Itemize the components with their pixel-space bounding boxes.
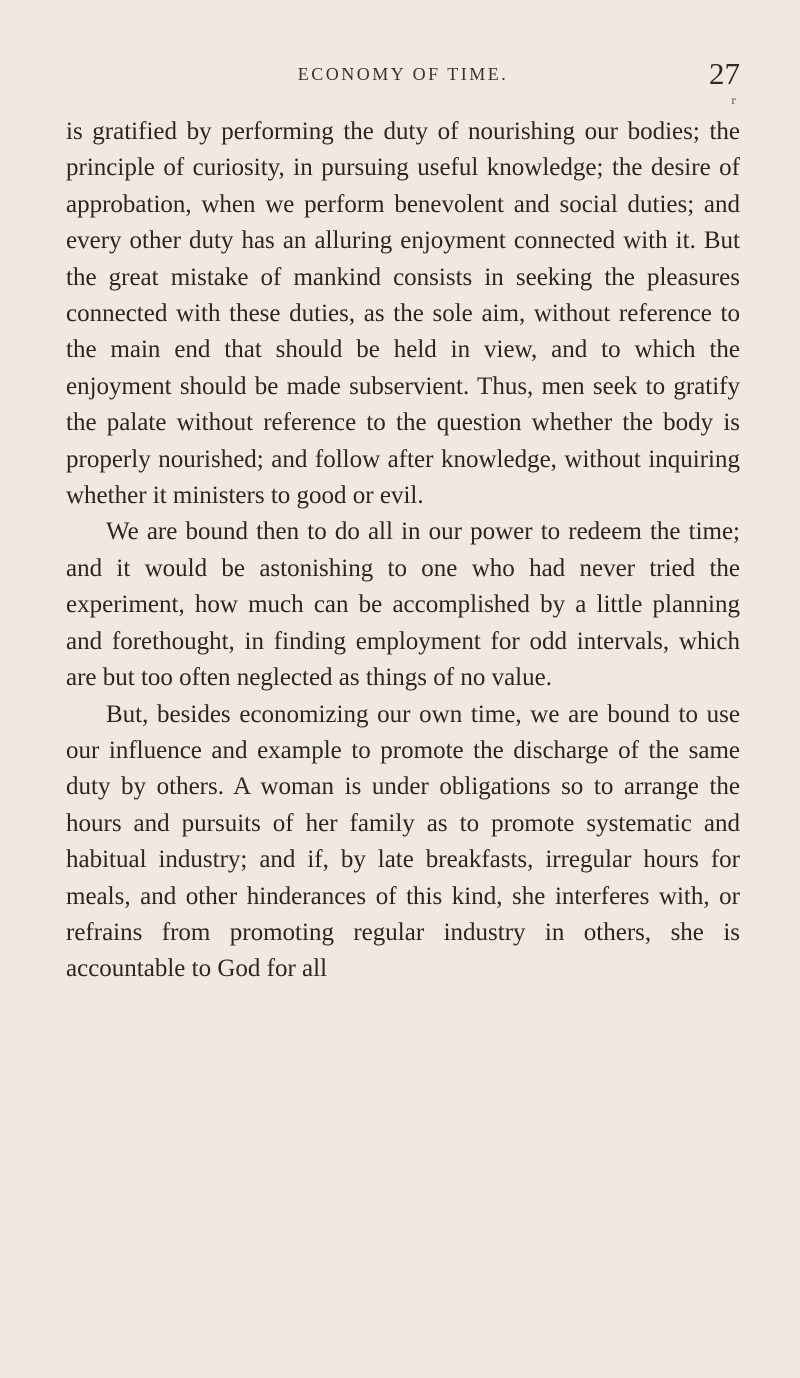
paragraph-redeem-time: We are bound then to do all in our power to redeem the time; and it would be astonishing to one who had never tried the experiment, how much can be accomplished by a little planning and forethought, in finding employment for odd intervals, which are but too often neglected as things of no value. — [66, 518, 740, 692]
page-number: 27 — [709, 56, 740, 91]
paragraph-influence: But, besides economizing our own time, we are bound to use our influence and example to promote the discharge of the same duty by others. A woman is under obligations so to arrange the hours and pursuits of her family as to promote systematic and habitual industry; and if, by late breakfasts, irregular hours for meals, and other hinderances of this kind, she interferes with, or refrains from promoting regular industry in others, she is accountable to God for all — [66, 700, 740, 983]
paragraph-continued: is gratified by performing the duty of nourishing our bodies; the principle of curiosity, in pursuing useful knowledge; the desire of approbation, when we perform benevolent and social duties; and every other duty has an alluring enjoyment connected with it. But the great mistake of mankind consists in seeking the pleasures connected with these duties, as the sole aim, without reference to the main end that should be held in view, and to which the enjoyment should be made subservient. Thus, men seek to gratify the palate without reference to the question whether the body is properly nourished; and follow after knowledge, without inquiring whether it ministers to good or evil. — [66, 118, 740, 510]
running-title: ECONOMY OF TIME. — [297, 64, 509, 84]
page-header — [66, 56, 740, 107]
page-mark: r — [731, 96, 736, 107]
body-text — [66, 114, 740, 988]
